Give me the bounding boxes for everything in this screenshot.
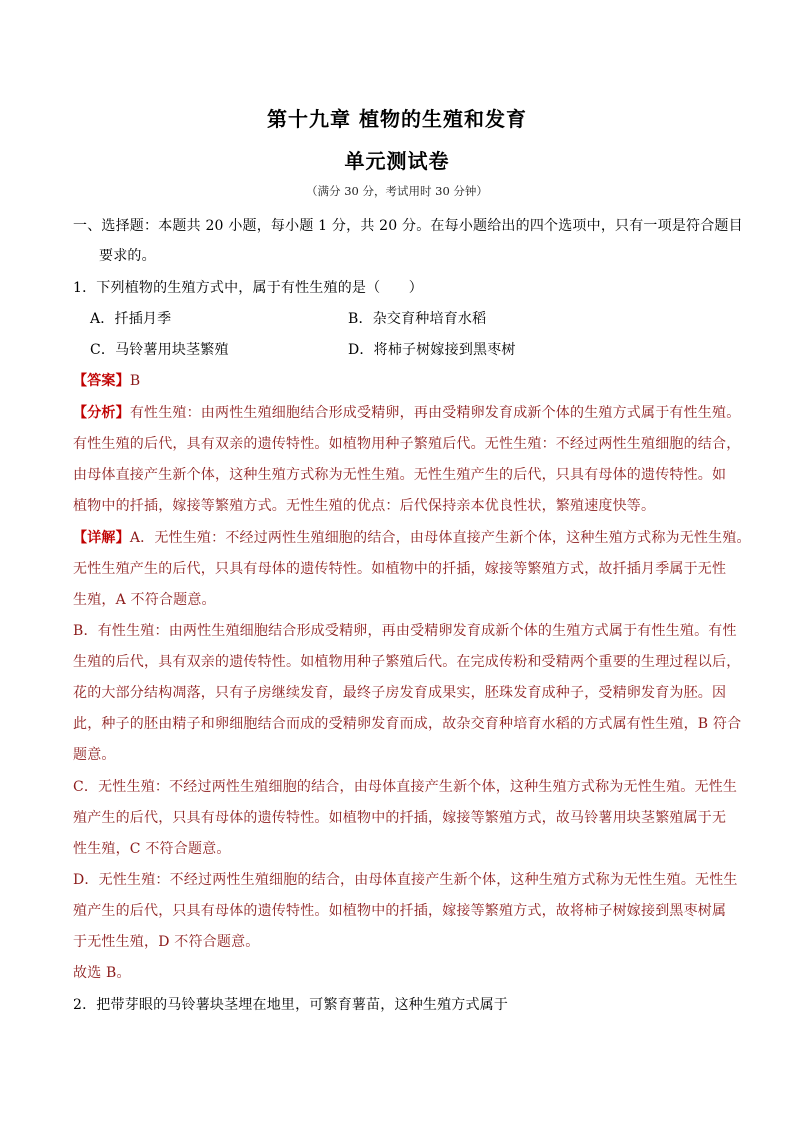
detail-b-line-5: 题意。 xyxy=(73,747,116,763)
section-heading-line-2: 要求的。 xyxy=(99,248,156,264)
question-1-option-b: B．杂交育种培育水稻 xyxy=(348,311,487,327)
detail-d-line-1: D．无性生殖：不经过两性生殖细胞的结合，由母体直接产生新个体，这种生殖方式称为无性生殖。无性生 xyxy=(73,872,738,888)
question-1-option-a: A．扦插月季 xyxy=(90,311,172,327)
analysis-text-1: 有性生殖：由两性生殖细胞结合形成受精卵，再由受精卵发育成新个体的生殖方式属于有性生殖。 xyxy=(129,405,741,421)
question-1-option-d: D．将柿子树嫁接到黑枣树 xyxy=(348,342,516,358)
question-1-stem: 1．下列植物的生殖方式中，属于有性生殖的是（ ） xyxy=(73,280,423,296)
question-1-option-c: C．马铃薯用块茎繁殖 xyxy=(90,342,229,358)
answer-tag: 【答案】 xyxy=(73,373,130,389)
detail-b-line-4: 此，种子的胚由精子和卵细胞结合而成的受精卵发育而成，故杂交育种培育水稻的方式属有性生殖，B 符合 xyxy=(73,716,742,732)
detail-b-line-3: 花的大部分结构凋落，只有子房继续发育，最终子房发育成果实，胚珠发育成种子，受精卵发育为胚。因 xyxy=(73,685,727,701)
detail-b-line-1: B．有性生殖：由两性生殖细胞结合形成受精卵，再由受精卵发育成新个体的生殖方式属于有性生殖。有性 xyxy=(73,623,737,639)
detail-d-line-2: 殖产生的后代，只具有母体的遗传特性。如植物中的扦插，嫁接等繁殖方式，故将柿子树嫁接到黑枣树属 xyxy=(73,903,727,919)
detail-c-line-3: 性生殖，C 不符合题意。 xyxy=(73,841,231,857)
analysis-line-2: 有性生殖的后代，具有双亲的遗传特性。如植物用种子繁殖后代。无性生殖：不经过两性生殖细胞的结合， xyxy=(73,436,741,452)
detail-b-line-2: 生殖的后代，具有双亲的遗传特性。如植物用种子繁殖后代。在完成传粉和受精两个重要的生理过程以后， xyxy=(73,654,741,670)
page-subtitle: 单元测试卷 xyxy=(344,149,450,173)
detail-a-text-1: A．无性生殖：不经过两性生殖细胞的结合，由母体直接产生新个体，这种生殖方式称为无性生殖。 xyxy=(129,530,751,546)
analysis-line-3: 由母体直接产生新个体，这种生殖方式称为无性生殖。无性生殖产生的后代，只具有母体的遗传特性。如 xyxy=(73,467,727,483)
conclusion: 故选 B。 xyxy=(73,965,131,981)
detail-tag: 【详解】 xyxy=(73,530,130,546)
answer-line xyxy=(73,371,140,391)
question-2-stem: 2．把带芽眼的马铃薯块茎埋在地里，可繁育薯苗，这种生殖方式属于 xyxy=(73,997,509,1013)
detail-c-line-1: C．无性生殖：不经过两性生殖细胞的结合，由母体直接产生新个体，这种生殖方式称为无性生殖。无性生 xyxy=(73,779,738,795)
detail-a-line-3: 生殖，A 不符合题意。 xyxy=(73,592,216,608)
page-title: 第十九章 植物的生殖和发育 xyxy=(267,107,527,131)
exam-info: （满分 30 分，考试用时 30 分钟） xyxy=(306,184,488,198)
answer-value: B xyxy=(129,373,141,389)
detail-a-line-2: 无性生殖产生的后代，只具有母体的遗传特性。如植物中的扦插，嫁接等繁殖方式，故扦插月季属于无性 xyxy=(73,561,727,577)
detail-c-line-2: 殖产生的后代，只具有母体的遗传特性。如植物中的扦插，嫁接等繁殖方式，故马铃薯用块茎繁殖属于无 xyxy=(73,810,727,826)
analysis-tag: 【分析】 xyxy=(73,405,130,421)
analysis-line-1 xyxy=(73,403,740,423)
analysis-line-4: 植物中的扦插，嫁接等繁殖方式。无性生殖的优点：后代保持亲本优良性状，繁殖速度快等。 xyxy=(73,498,656,514)
section-heading-line-1: 一、选择题：本题共 20 小题，每小题 1 分，共 20 分。在每小题给出的四个选项中，只有一项是符合题目 xyxy=(73,218,743,234)
detail-a-line-1 xyxy=(73,528,751,548)
detail-d-line-3: 于无性生殖，D 不符合题意。 xyxy=(73,934,260,950)
